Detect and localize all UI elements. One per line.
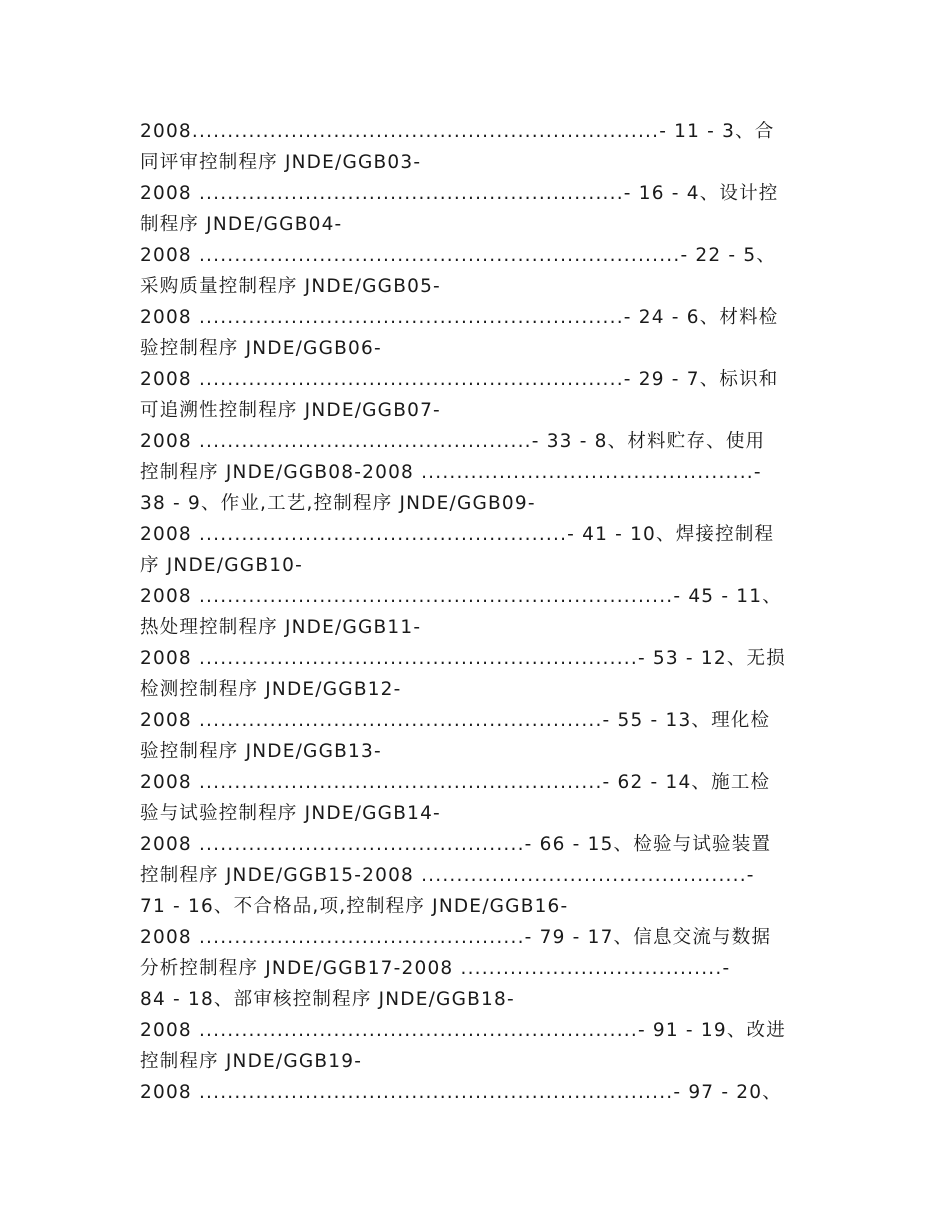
toc-line: 38 - 9、作业,工艺,控制程序 JNDE/GGB09- — [140, 493, 536, 514]
toc-line: 2008 .........................................................- 55 - 13、理化检 — [140, 710, 771, 731]
toc-line: 制程序 JNDE/GGB04- — [140, 214, 343, 235]
toc-line: 2008 ..............................................- 79 - 17、信息交流与数据 — [140, 927, 772, 948]
toc-line: 验控制程序 JNDE/GGB06- — [140, 338, 382, 359]
toc-line: 2008 ...............................................- 33 - 8、材料贮存、使用 — [140, 431, 766, 452]
toc-line: 2008 ..............................................................- 53 - 12、无损 — [140, 648, 786, 669]
toc-line: 检测控制程序 JNDE/GGB12- — [140, 679, 402, 700]
toc-line: 84 - 18、部审核控制程序 JNDE/GGB18- — [140, 989, 515, 1010]
toc-line: 采购质量控制程序 JNDE/GGB05- — [140, 276, 441, 297]
toc-line: 2008 ............................................................- 24 - 6、材料检 — [140, 307, 779, 328]
toc-line: 2008 ....................................................................- 22 - 5、 — [140, 245, 777, 266]
toc-line: 可追溯性控制程序 JNDE/GGB07- — [140, 400, 441, 421]
toc-line: 2008 ............................................................- 16 - 4、设计控 — [140, 183, 779, 204]
toc-line: 2008 ...................................................................- 45 - 11、 — [140, 586, 782, 607]
toc-line: 验与试验控制程序 JNDE/GGB14- — [140, 803, 441, 824]
toc-line: 控制程序 JNDE/GGB15-2008 ..............................................- — [140, 865, 755, 886]
toc-line: 2008 ............................................................- 29 - 7、标识和 — [140, 369, 779, 390]
toc-line: 2008..................................................................- 11 - 3、合 — [140, 121, 775, 142]
toc-line: 序 JNDE/GGB10- — [140, 555, 304, 576]
toc-line: 热处理控制程序 JNDE/GGB11- — [140, 617, 422, 638]
toc-line: 2008 ...................................................................- 97 - 20、 — [140, 1082, 782, 1103]
toc-line: 验控制程序 JNDE/GGB13- — [140, 741, 382, 762]
toc-line: 2008 ....................................................- 41 - 10、焊接控制程 — [140, 524, 775, 545]
toc-line: 71 - 16、不合格品,项,控制程序 JNDE/GGB16- — [140, 896, 569, 917]
toc-line: 2008 ..............................................- 66 - 15、检验与试验装置 — [140, 834, 772, 855]
toc-line: 同评审控制程序 JNDE/GGB03- — [140, 152, 422, 173]
toc-line: 控制程序 JNDE/GGB08-2008 ...............................................- — [140, 462, 762, 483]
table-of-contents — [140, 116, 810, 1108]
toc-line: 2008 ..............................................................- 91 - 19、改进 — [140, 1020, 786, 1041]
toc-line: 控制程序 JNDE/GGB19- — [140, 1051, 363, 1072]
toc-line: 2008 .........................................................- 62 - 14、施工检 — [140, 772, 771, 793]
toc-line: 分析控制程序 JNDE/GGB17-2008 .....................................- — [140, 958, 731, 979]
